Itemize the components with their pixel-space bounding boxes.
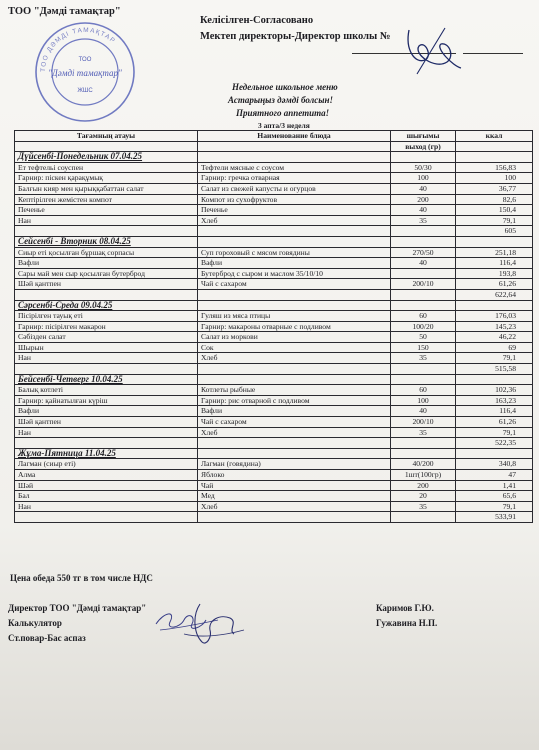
dish-russian: Гуляш из мяса птицы <box>198 311 391 322</box>
empty-cell <box>198 289 391 300</box>
dish-kcal: 47 <box>456 470 533 481</box>
dish-portion: 40 <box>391 258 456 269</box>
empty-cell <box>198 300 391 311</box>
table-row <box>15 205 533 216</box>
empty-cell <box>198 236 391 247</box>
dish-portion: 100 <box>391 173 456 184</box>
table-row <box>15 311 533 322</box>
chef-label: Ст.повар-Бас аспаз <box>8 633 86 643</box>
day-total-row <box>15 438 533 449</box>
day-heading-row <box>15 300 533 311</box>
day-name: Сәрсенбі-Среда 09.04.25 <box>15 300 198 311</box>
price-note: Цена обеда 550 тг в том числе НДС <box>10 573 153 583</box>
title-line2: Астарыңыз дәмді болсын! <box>228 95 333 105</box>
empty-cell <box>15 512 198 523</box>
day-total-kcal: 605 <box>456 226 533 237</box>
dish-kazakh: Балық котлеті <box>15 385 198 396</box>
header-cell: Наименование блюда <box>198 131 391 142</box>
empty-cell <box>391 152 456 163</box>
dish-russian: Хлеб <box>198 427 391 438</box>
empty-cell <box>391 374 456 385</box>
dish-kazakh: Сары май мен сыр қосылған бутерброд <box>15 268 198 279</box>
dish-portion: 50/30 <box>391 162 456 173</box>
dish-kazakh: Алма <box>15 470 198 481</box>
dish-kazakh: Шәй қантпен <box>15 279 198 290</box>
director-label: Директор ТОО "Дәмді тамақтар" <box>8 603 147 613</box>
dish-russian: Тефтели мясные с соусом <box>198 162 391 173</box>
dish-russian: Салат из моркови <box>198 332 391 343</box>
dish-kcal: 193,8 <box>456 268 533 279</box>
table-header-row <box>15 141 533 152</box>
dish-portion <box>391 268 456 279</box>
dish-portion: 40 <box>391 406 456 417</box>
table-row <box>15 417 533 428</box>
dish-kazakh: Вафли <box>15 258 198 269</box>
table-row <box>15 321 533 332</box>
empty-cell <box>391 364 456 375</box>
day-total-row <box>15 512 533 523</box>
title-line1: Недельное школьное меню <box>232 82 338 92</box>
header-cell <box>15 141 198 152</box>
day-total-kcal: 622,64 <box>456 289 533 300</box>
stamp-name: "Дәмді тамақтар" <box>48 68 122 78</box>
dish-kcal: 145,23 <box>456 321 533 332</box>
empty-cell <box>391 289 456 300</box>
dish-kcal: 82,6 <box>456 194 533 205</box>
dish-russian: Чай с сахаром <box>198 279 391 290</box>
empty-cell <box>456 236 533 247</box>
empty-cell <box>15 438 198 449</box>
company-name: ТОО "Дәмді тамақтар" <box>8 6 121 17</box>
empty-cell <box>198 226 391 237</box>
dish-kcal: 61,26 <box>456 279 533 290</box>
footer-signatures-icon <box>140 594 260 650</box>
dish-kazakh: Шырын <box>15 342 198 353</box>
dish-russian: Вафли <box>198 258 391 269</box>
stamp-bottom: ЖШС <box>77 88 93 94</box>
director-name: Каримов Г.Ю. <box>376 603 434 613</box>
dish-kazakh: Кептірілген жемістен компот <box>15 194 198 205</box>
table-row <box>15 162 533 173</box>
dish-kazakh: Вафли <box>15 406 198 417</box>
dish-portion: 270/50 <box>391 247 456 258</box>
dish-portion: 40 <box>391 205 456 216</box>
table-row <box>15 332 533 343</box>
dish-kcal: 79,1 <box>456 353 533 364</box>
dish-russian: Гарнир: гречка отварная <box>198 173 391 184</box>
dish-kcal: 150,4 <box>456 205 533 216</box>
header-cell: ккал <box>456 131 533 142</box>
dish-kcal: 61,26 <box>456 417 533 428</box>
dish-russian: Салат из свежей капусты и огурцов <box>198 183 391 194</box>
dish-kazakh: Нан <box>15 353 198 364</box>
dish-russian: Суп гороховый с мясом говядины <box>198 247 391 258</box>
day-total-kcal: 515,58 <box>456 364 533 375</box>
stamp-ring-text: ТОО ДӘМДІ ТАМАҚТАР <box>39 26 117 73</box>
header-cell <box>198 141 391 152</box>
calc-label: Калькулятор <box>8 618 62 628</box>
empty-cell <box>198 512 391 523</box>
day-total-kcal: 522,35 <box>456 438 533 449</box>
dish-russian: Чай с сахаром <box>198 417 391 428</box>
dish-portion: 35 <box>391 427 456 438</box>
day-name: Дүйсенбі-Понедельник 07.04.25 <box>15 152 198 163</box>
dish-kcal: 340,8 <box>456 459 533 470</box>
calc-name: Гужавина Н.П. <box>376 618 438 628</box>
dish-portion: 100/20 <box>391 321 456 332</box>
empty-cell <box>391 236 456 247</box>
dish-portion: 40/200 <box>391 459 456 470</box>
dish-russian: Яблоко <box>198 470 391 481</box>
dish-kazakh: Шәй қантпен <box>15 417 198 428</box>
empty-cell <box>15 226 198 237</box>
day-total-row <box>15 364 533 375</box>
dish-portion: 200 <box>391 194 456 205</box>
dish-russian: Лагман (говядина) <box>198 459 391 470</box>
dish-portion: 35 <box>391 353 456 364</box>
day-total-kcal: 533,91 <box>456 512 533 523</box>
dish-kcal: 79,1 <box>456 427 533 438</box>
dish-kazakh: Гарнир: піскен қарақұмық <box>15 173 198 184</box>
dish-kazakh: Бал <box>15 491 198 502</box>
dish-russian: Бутерброд с сыром и маслом 35/10/10 <box>198 268 391 279</box>
table-row <box>15 385 533 396</box>
day-name: Сейсенбі - Вторник 08.04.25 <box>15 236 198 247</box>
title-line3: Приятного аппетита! <box>236 108 330 118</box>
dish-kcal: 46,22 <box>456 332 533 343</box>
empty-cell <box>391 438 456 449</box>
table-header-row <box>15 131 533 142</box>
dish-kcal: 100 <box>456 173 533 184</box>
dish-russian: Гарнир: рис отварной с подливом <box>198 395 391 406</box>
dish-kazakh: Ет тефтельі соуспен <box>15 162 198 173</box>
dish-kcal: 102,36 <box>456 385 533 396</box>
dish-kcal: 176,03 <box>456 311 533 322</box>
dish-kazakh: Нан <box>15 427 198 438</box>
table-row <box>15 406 533 417</box>
dish-kcal: 156,83 <box>456 162 533 173</box>
dish-kazakh: Сәбізден салат <box>15 332 198 343</box>
table-row <box>15 342 533 353</box>
dish-kazakh: Балғын кияр мен қырыққабаттан салат <box>15 183 198 194</box>
table-row <box>15 459 533 470</box>
dish-kazakh: Гарнир: қайнатылған күріш <box>15 395 198 406</box>
header-cell <box>456 141 533 152</box>
day-heading-row <box>15 152 533 163</box>
table-row <box>15 247 533 258</box>
empty-cell <box>198 438 391 449</box>
dish-kcal: 79,1 <box>456 501 533 512</box>
empty-cell <box>198 364 391 375</box>
dish-kcal: 79,1 <box>456 215 533 226</box>
dish-russian: Вафли <box>198 406 391 417</box>
dish-russian: Компот из сухофруктов <box>198 194 391 205</box>
table-row <box>15 173 533 184</box>
director-signature-icon <box>395 22 465 82</box>
dish-portion: 200/10 <box>391 417 456 428</box>
agreed-label: Келісілген-Согласовано <box>200 15 314 26</box>
empty-cell <box>198 152 391 163</box>
dish-kazakh: Пісірілген тауық еті <box>15 311 198 322</box>
dish-kcal: 69 <box>456 342 533 353</box>
empty-cell <box>391 448 456 459</box>
table-row <box>15 258 533 269</box>
empty-cell <box>456 374 533 385</box>
table-row <box>15 491 533 502</box>
dish-portion: 60 <box>391 311 456 322</box>
dish-kazakh: Печенье <box>15 205 198 216</box>
empty-cell <box>15 289 198 300</box>
dish-russian: Хлеб <box>198 501 391 512</box>
dish-portion: 200/10 <box>391 279 456 290</box>
header-cell: выход (гр) <box>391 141 456 152</box>
day-heading-row <box>15 236 533 247</box>
day-heading-row <box>15 448 533 459</box>
header-cell: Тағамның атауы <box>15 131 198 142</box>
table-row <box>15 427 533 438</box>
dish-russian: Хлеб <box>198 215 391 226</box>
date-line <box>463 53 523 54</box>
dish-kazakh: Шәй <box>15 480 198 491</box>
empty-cell <box>15 364 198 375</box>
dish-kazakh: Сиыр еті қосылған бұршақ сорпасы <box>15 247 198 258</box>
header-cell: шығымы <box>391 131 456 142</box>
dish-kcal: 36,77 <box>456 183 533 194</box>
day-heading-row <box>15 374 533 385</box>
dish-kazakh: Гарнир: пісірілген макарон <box>15 321 198 332</box>
dish-russian: Сок <box>198 342 391 353</box>
day-name: Жұма-Пятница 11.04.25 <box>15 448 198 459</box>
table-row <box>15 215 533 226</box>
company-stamp-icon <box>32 20 138 124</box>
table-row <box>15 268 533 279</box>
dish-kcal: 251,18 <box>456 247 533 258</box>
day-total-row <box>15 289 533 300</box>
dish-portion: 200 <box>391 480 456 491</box>
table-row <box>15 353 533 364</box>
stamp-top: ТОО <box>78 57 92 63</box>
dish-kcal: 116,4 <box>456 406 533 417</box>
dish-russian: Хлеб <box>198 353 391 364</box>
dish-kazakh: Лагман (сиыр еті) <box>15 459 198 470</box>
dish-kazakh: Нан <box>15 501 198 512</box>
table-row <box>15 501 533 512</box>
day-total-row <box>15 226 533 237</box>
empty-cell <box>198 448 391 459</box>
dish-portion: 50 <box>391 332 456 343</box>
empty-cell <box>198 374 391 385</box>
dish-russian: Печенье <box>198 205 391 216</box>
table-row <box>15 183 533 194</box>
empty-cell <box>391 226 456 237</box>
empty-cell <box>456 448 533 459</box>
dish-portion: 1шт(100гр) <box>391 470 456 481</box>
dish-kcal: 116,4 <box>456 258 533 269</box>
dish-portion: 100 <box>391 395 456 406</box>
dish-portion: 20 <box>391 491 456 502</box>
dish-russian: Чай <box>198 480 391 491</box>
dish-kcal: 65,6 <box>456 491 533 502</box>
empty-cell <box>456 300 533 311</box>
table-row <box>15 395 533 406</box>
dish-portion: 40 <box>391 183 456 194</box>
dish-kcal: 163,23 <box>456 395 533 406</box>
dish-portion: 60 <box>391 385 456 396</box>
dish-russian: Гарнир: макароны отварные с подливом <box>198 321 391 332</box>
week-label: 3 апта/3 неделя <box>258 121 310 130</box>
director-line: Мектеп директоры-Директор школы № <box>200 31 391 42</box>
dish-kcal: 1,41 <box>456 480 533 491</box>
dish-russian: Котлеты рыбные <box>198 385 391 396</box>
empty-cell <box>391 512 456 523</box>
dish-russian: Мед <box>198 491 391 502</box>
day-name: Бейсенбі-Четверг 10.04.25 <box>15 374 198 385</box>
dish-portion: 35 <box>391 501 456 512</box>
table-row <box>15 194 533 205</box>
dish-portion: 35 <box>391 215 456 226</box>
empty-cell <box>391 300 456 311</box>
table-row <box>15 480 533 491</box>
dish-kazakh: Нан <box>15 215 198 226</box>
table-row <box>15 279 533 290</box>
svg-text:ТОО ДӘМДІ ТАМАҚТАР <box>40 27 117 72</box>
menu-table <box>14 130 533 523</box>
dish-portion: 150 <box>391 342 456 353</box>
table-row <box>15 470 533 481</box>
empty-cell <box>456 152 533 163</box>
